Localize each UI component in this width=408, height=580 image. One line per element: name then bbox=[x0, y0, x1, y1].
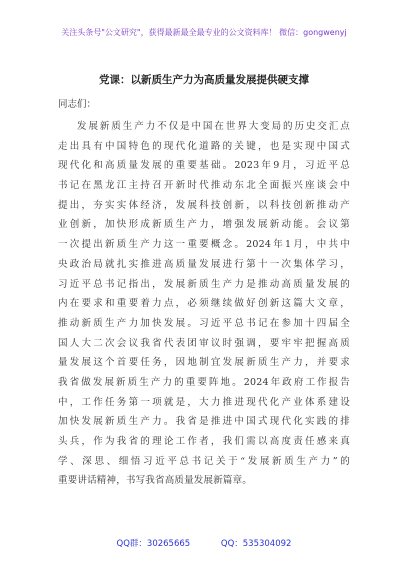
qq-number: QQ：535304092 bbox=[220, 539, 292, 549]
body-line: 中，工作任务第一项就是，大力推进现代化产业体系建设 bbox=[58, 396, 350, 408]
body-line: 推动新质生产力加快发展。习近平总书记在参加十四届全 bbox=[58, 317, 350, 329]
body-text bbox=[58, 117, 350, 491]
body-line: 加快发展新质生产力。我省是推进中国式现代化实践的排 bbox=[58, 416, 350, 428]
body-line: 发展新质生产力不仅是中国在世界大变局的历史交汇点 bbox=[77, 121, 350, 132]
body-line: 习近平总书记指出，发展新质生产力是推动高质量发展的 bbox=[58, 278, 350, 290]
body-line: 央政治局就扎实推进高质量发展进行第十一次集体学习， bbox=[58, 258, 350, 270]
header-note: 关注头条号"公文研究"，获得最新最全最专业的公文资料库！ 微信：gongwenyj bbox=[61, 28, 347, 37]
body-line: 书记在黑龙江主持召开新时代推动东北全面振兴座谈会中 bbox=[58, 180, 350, 192]
body-line: 现代化和高质量发展的重要基础。2023年9月，习近平总 bbox=[58, 160, 350, 172]
body-line: 走出具有中国特色的现代化道路的关键，也是实现中国式 bbox=[58, 140, 350, 152]
body-line: 重要讲话精神，书写我省高质量发展新篇章。 bbox=[58, 475, 253, 487]
body-line: 提出，夯实实体经济，发展科技创新，以科技创新推动产 bbox=[58, 199, 350, 211]
body-line: 内在要求和重要着力点，必须继续做好创新这篇大文章， bbox=[58, 298, 350, 310]
footer-contact bbox=[0, 537, 408, 549]
body-line: 我省做发展新质生产力的重要阵地。2024年政府工作报告 bbox=[58, 376, 350, 388]
body-line: 一次提出新质生产力这一重要概念。2024年1月，中共中 bbox=[58, 239, 350, 251]
greeting: 同志们： bbox=[58, 99, 97, 110]
qq-group-number: QQ群：30265665 bbox=[116, 539, 191, 549]
document-title: 党课：以新质生产力为高质量发展提供硬支撑 bbox=[99, 74, 309, 86]
body-line: 国人大二次会议我省代表团审议时强调，要牢牢把握高质 bbox=[58, 337, 350, 349]
body-line: 业创新，加快形成新质生产力，增强发展新动能。会议第 bbox=[58, 219, 350, 231]
body-line: 学、深思、细悟习近平总书记关于“发展新质生产力”的 bbox=[58, 455, 350, 467]
body-line: 量发展这个首要任务，因地制宜发展新质生产力，并要求 bbox=[58, 357, 350, 369]
body-line: 头兵，作为我省的理论工作者，我们需以高度责任感来真 bbox=[58, 436, 350, 447]
